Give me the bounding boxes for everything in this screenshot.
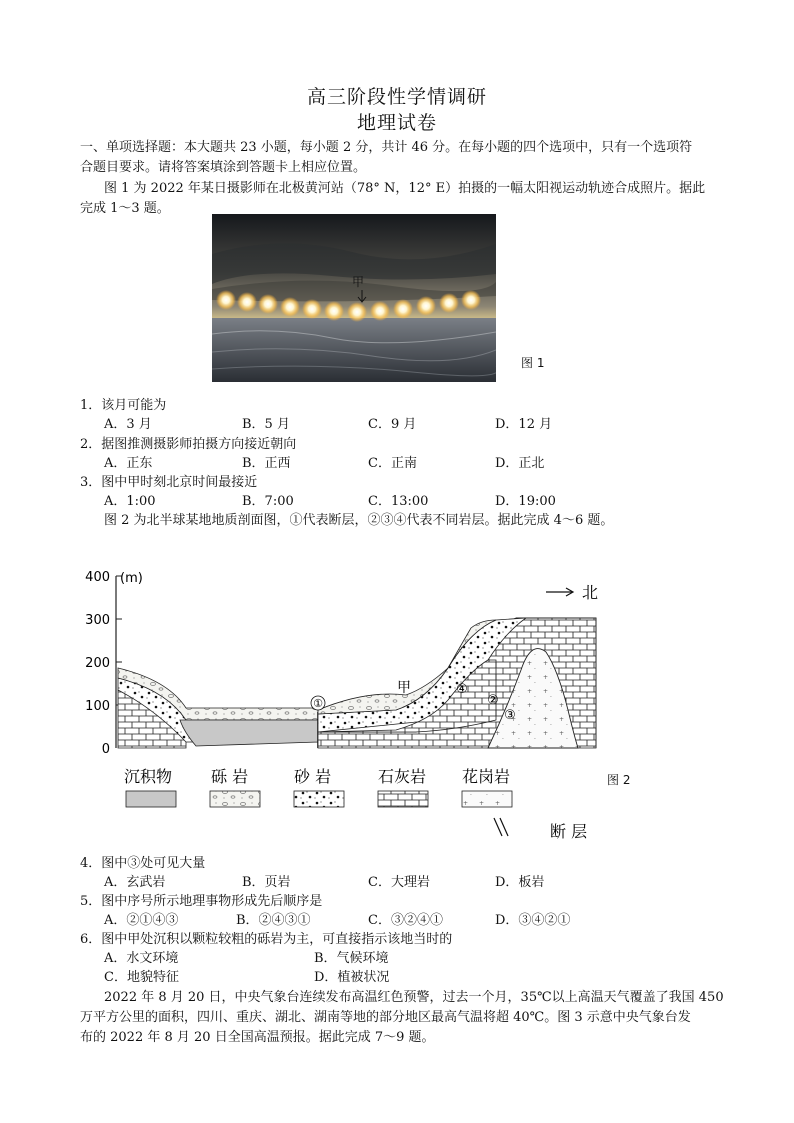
legend-granite-label: 花岗岩 [462,767,511,786]
q2-option-c[interactable]: C．正南 [368,456,417,471]
marker-1: ① [313,697,323,710]
marker-3: ③ [504,708,516,723]
q4-option-c[interactable]: C．大理岩 [368,875,430,890]
intro3-line3: 布的 2022 年 8 月 20 日全国高温预报。据此完成 7～9 题。 [80,1030,435,1045]
legend-gravel-label: 砾 岩 [211,767,249,786]
question-3-stem: 3．图中甲时刻北京时间最接近 [80,475,258,490]
intro2: 图 2 为北半球某地地质剖面图，①代表断层，②③④代表不同岩层。据此完成 4～6 题。 [104,513,614,528]
page-title: 高三阶段性学情调研 [306,86,487,108]
q1-option-c[interactable]: C．9 月 [368,417,417,432]
y-tick-0: 0 [101,742,110,757]
y-tick-300: 300 [85,613,110,628]
q5-option-d[interactable]: D．③④②① [495,913,571,928]
section-heading-line1: 一、单项选择题：本大题共 23 小题，每小题 2 分，共计 46 分。在每小题的四个选项中，只有一个选项符 [80,140,693,155]
question-5-stem: 5．图中序号所示地理事物形成先后顺序是 [80,894,323,909]
figure1-photo [212,214,496,382]
y-unit: (m) [120,571,143,586]
marker-2: ② [487,693,499,708]
q4-option-a[interactable]: A．玄武岩 [104,875,166,890]
intro3-line2: 万平方公里的面积，四川、重庆、湖北、湖南等地的部分地区最高气温将超 40℃。图 3 示意中央气象台发 [80,1010,691,1025]
legend-sediment-label: 沉积物 [124,767,173,786]
figure2-diagram [76,560,636,845]
q4-option-d[interactable]: D．板岩 [495,875,545,890]
page-subtitle: 地理试卷 [356,112,437,134]
marker-4: ④ [456,682,468,697]
q1-option-a[interactable]: A．3 月 [104,417,152,432]
legend-sandstone-label: 砂 岩 [294,767,332,786]
point-jia: 甲 [397,680,411,696]
legend-fault-label: 断 层 [550,822,588,841]
q6-option-d[interactable]: D．植被状况 [314,970,390,985]
legend-limestone-label: 石灰岩 [378,767,427,786]
q2-option-b[interactable]: B．正西 [242,456,291,471]
intro1-line1: 图 1 为 2022 年某日摄影师在北极黄河站（78° N，12° E）拍摄的一幅太阳视运动轨迹合成照片。据此 [104,181,706,196]
q3-option-d[interactable]: D．19:00 [495,494,556,509]
q2-option-d[interactable]: D．正北 [495,456,545,471]
q6-option-a[interactable]: A．水文环境 [104,951,179,966]
y-tick-100: 100 [85,699,110,714]
q6-option-b[interactable]: B．气候环境 [314,951,389,966]
q1-option-b[interactable]: B．5 月 [242,417,290,432]
y-tick-200: 200 [85,656,110,671]
question-1-stem: 1．该月可能为 [80,398,167,413]
q3-option-a[interactable]: A．1:00 [104,494,156,509]
figure2-label: 图 2 [607,773,631,787]
q5-option-b[interactable]: B．②④③① [236,913,311,928]
q5-option-a[interactable]: A．②①④③ [104,913,179,928]
question-2-stem: 2．据图推测摄影师拍摄方向接近朝向 [80,437,297,452]
intro1-line2: 完成 1～3 题。 [80,201,170,216]
q1-option-d[interactable]: D．12 月 [495,417,553,432]
figure1-label: 图 1 [521,356,545,370]
q5-option-c[interactable]: C．③②④① [368,913,443,928]
question-6-stem: 6．图中甲处沉积以颗粒较粗的砾岩为主，可直接指示该地当时的 [80,932,453,947]
q4-option-b[interactable]: B．页岩 [242,875,291,890]
intro3-line1: 2022 年 8 月 20 日，中央气象台连续发布高温红色预警，过去一个月，35℃以上高温天气覆盖了我国 450 [104,990,724,1005]
y-tick-400: 400 [85,570,110,585]
q6-option-c[interactable]: C．地貌特征 [104,970,179,985]
q3-option-c[interactable]: C．13:00 [368,494,429,509]
q2-option-a[interactable]: A．正东 [104,456,153,471]
north-label: 北 [582,583,599,602]
q3-option-b[interactable]: B．7:00 [242,494,294,509]
question-4-stem: 4．图中③处可见大量 [80,856,206,871]
section-heading-line2: 合题目要求。请将答案填涂到答题卡上相应位置。 [80,160,367,175]
figure1-marker-jia: 甲 [351,275,365,289]
